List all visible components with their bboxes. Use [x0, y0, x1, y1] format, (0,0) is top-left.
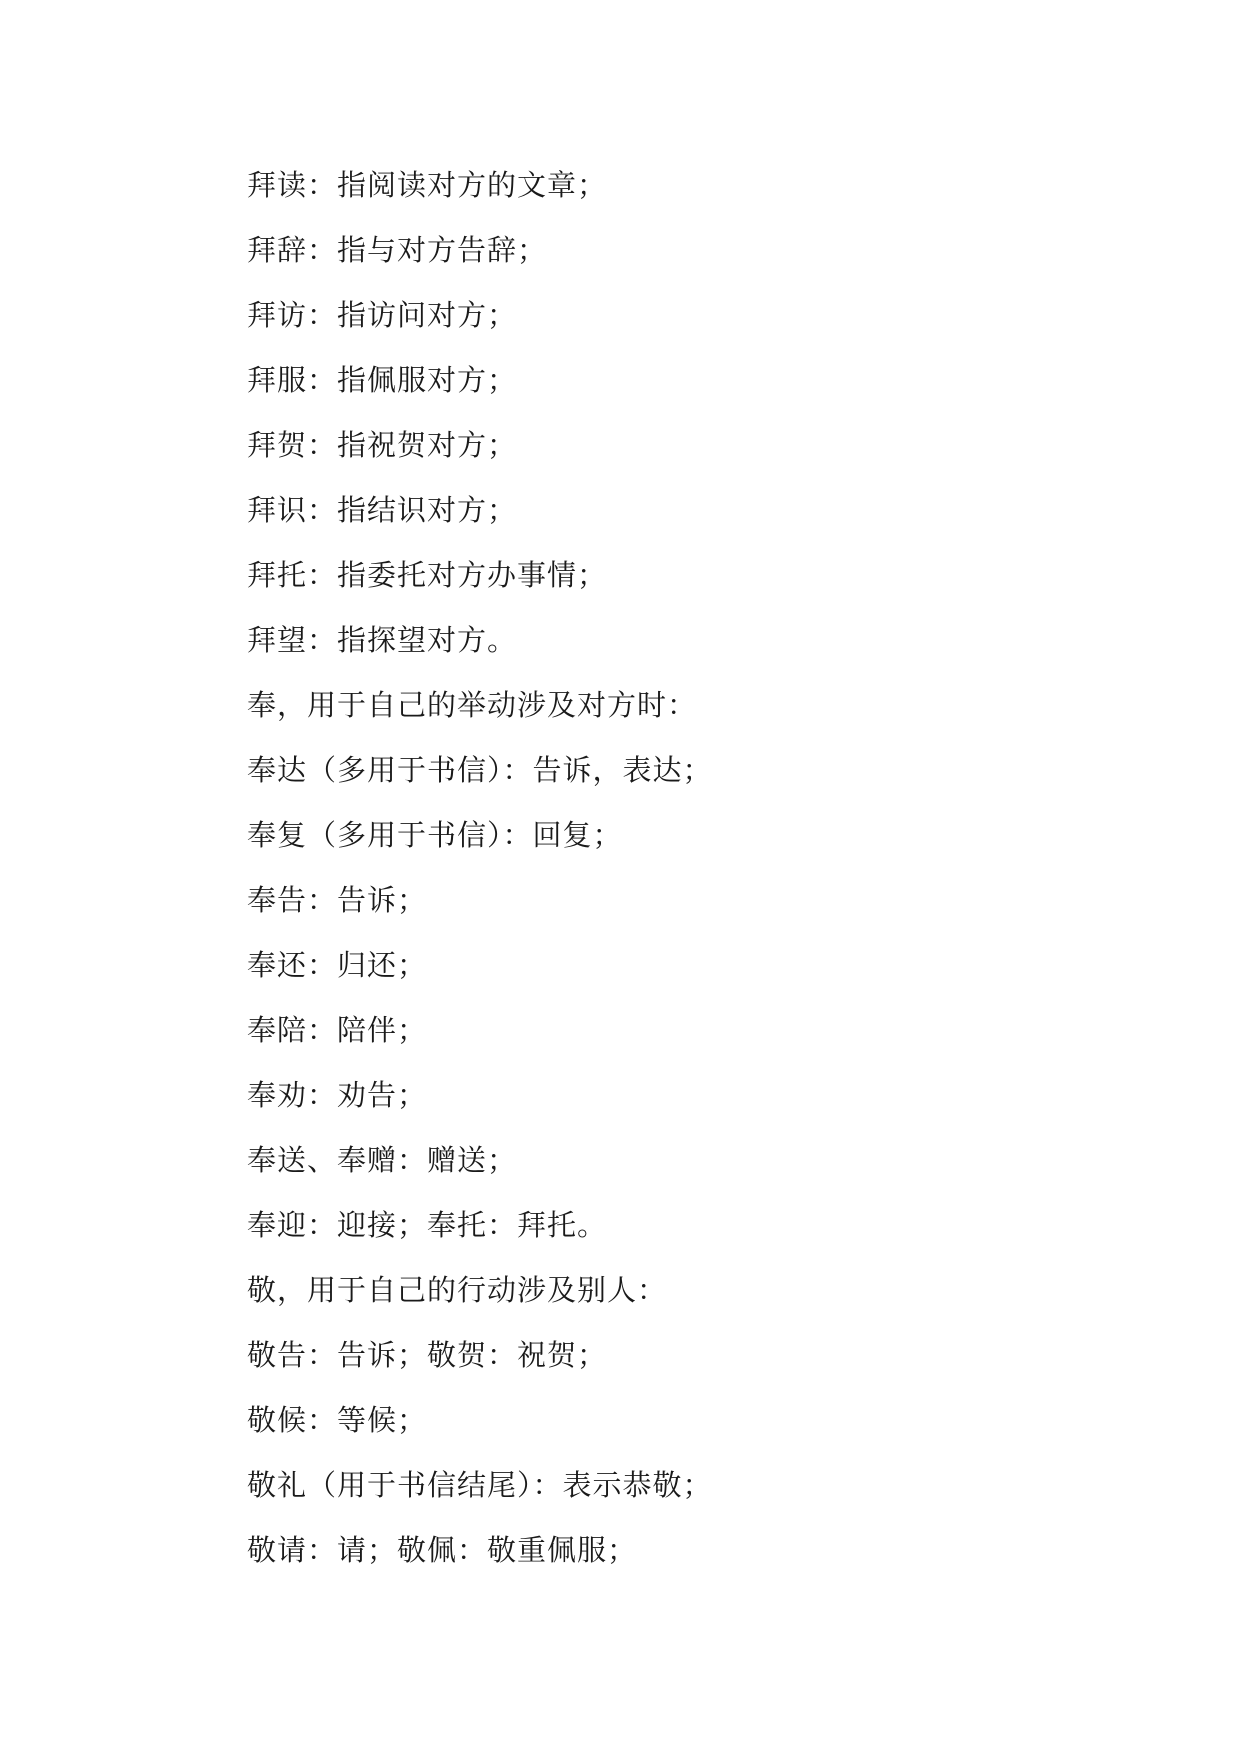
text-line: 拜贺：指祝贺对方；: [247, 428, 518, 462]
text-line: 拜望：指探望对方。: [247, 623, 518, 657]
text-line: 奉告：告诉；: [247, 883, 428, 917]
section-heading-feng: 奉，用于自己的举动涉及对方时：: [247, 688, 698, 722]
text-line: 拜访：指访问对方；: [247, 298, 518, 332]
text-line: 奉达（多用于书信）：告诉，表达；: [247, 753, 713, 787]
text-line: 敬告：告诉；敬贺：祝贺；: [247, 1338, 608, 1372]
text-line: 拜读：指阅读对方的文章；: [247, 168, 608, 202]
text-line: 敬候：等候；: [247, 1403, 428, 1437]
text-line: 奉还：归还；: [247, 948, 428, 982]
section-heading-jing: 敬，用于自己的行动涉及别人：: [247, 1273, 668, 1307]
document-body: [247, 153, 1147, 1583]
text-line: 拜辞：指与对方告辞；: [247, 233, 548, 267]
text-line: 奉送、奉赠：赠送；: [247, 1143, 518, 1177]
text-line: 敬请：请；敬佩：敬重佩服；: [247, 1533, 638, 1567]
text-line: 敬礼（用于书信结尾）：表示恭敬；: [247, 1468, 713, 1502]
text-line: 奉陪：陪伴；: [247, 1013, 428, 1047]
text-line: 奉复（多用于书信）：回复；: [247, 818, 623, 852]
text-line: 奉劝：劝告；: [247, 1078, 428, 1112]
text-line: 拜服：指佩服对方；: [247, 363, 518, 397]
text-line: 拜识：指结识对方；: [247, 493, 518, 527]
text-line: 奉迎：迎接；奉托：拜托。: [247, 1208, 608, 1242]
text-line: 拜托：指委托对方办事情；: [247, 558, 608, 592]
